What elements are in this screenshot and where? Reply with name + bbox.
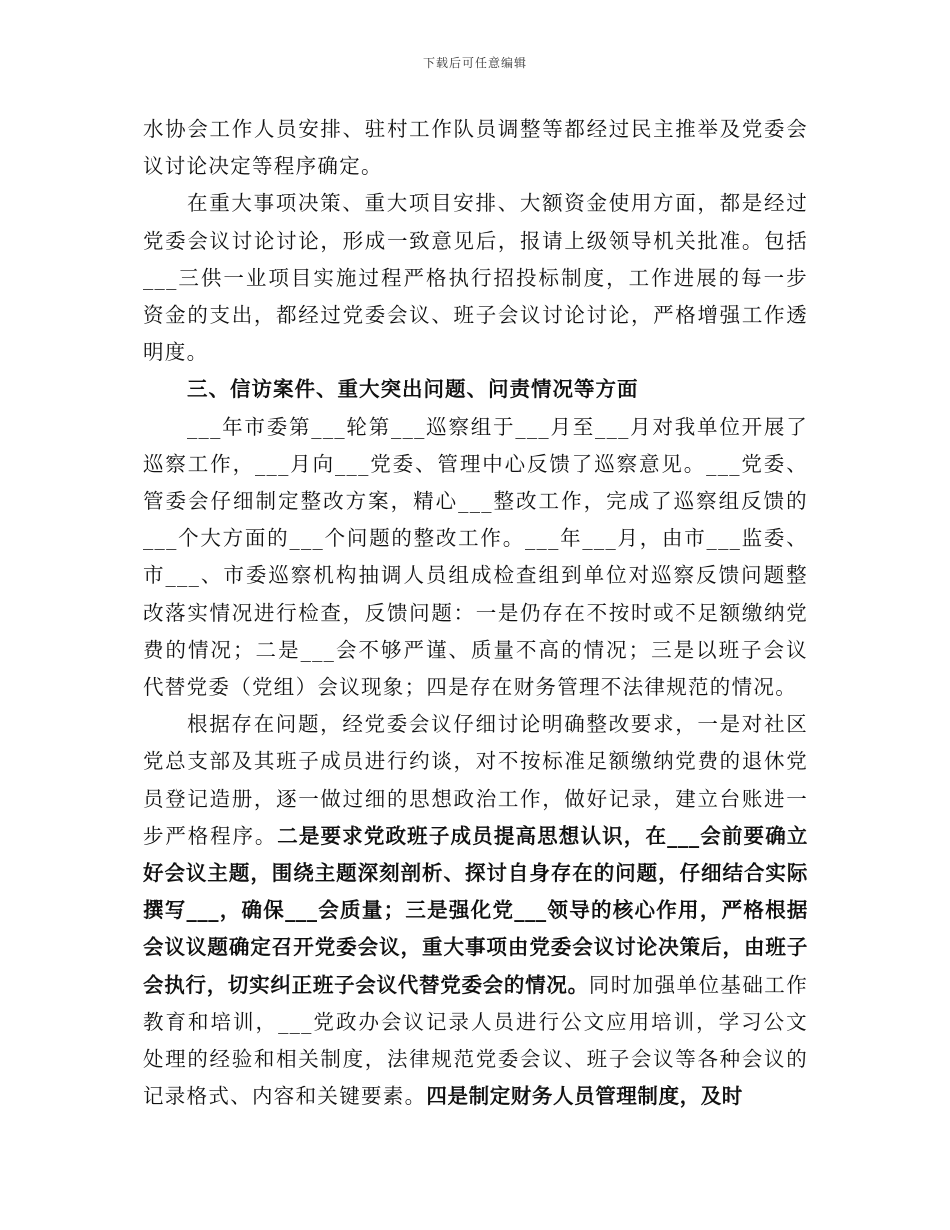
rectification-bold-part-4: 四是制定财务人员管理制度，及时: [426, 1084, 743, 1109]
paragraph-continuation: 水协会工作人员安排、驻村工作队员调整等都经过民主推举及党委会议讨论决定等程序确定。: [143, 117, 808, 179]
section-heading-3: 三、信访案件、重大突出问题、问责情况等方面: [187, 377, 639, 402]
paragraph-rectification: [143, 706, 808, 1115]
rectification-text-part-3: 同时加强单位基础工作教育和培训，___党政办会议记录人员进行公文应用培训，学习公文处理的经验和相关制度，法律规范党委会议、班子会议等各种会议的记录格式、内容和关键要素。: [143, 972, 808, 1109]
rectification-bold-part-2: 二是要求党政班子成员提高思想认识，在___会前要确立好会议主题，围绕主题深刻剖析、探讨自身存在的问题，仔细结合实际撰写___，确保___会质量；三是强化党___领导的核心作用，严格根据会议议题确定召开党委会议，重大事项由党委会议讨论决策后，由班子会执行，切实纠正班子会议代替党委会的情况。: [143, 823, 808, 997]
paragraph-decision-making: 在重大事项决策、重大项目安排、大额资金使用方面，都是经过党委会议讨论讨论，形成一致意见后，报请上级领导机关批准。包括___三供一业项目实施过程严格执行招投标制度，工作进展的每一步资金的支出，都经过党委会议、班子会议讨论讨论，严格增强工作透明度。: [143, 191, 808, 365]
page-header-note: 下载后可任意编辑: [422, 56, 527, 70]
paragraph-inspection: ___年市委第___轮第___巡察组于___月至___月对我单位开展了巡察工作，___月向___党委、管理中心反馈了巡察意见。___党委、管委会仔细制定整改方案，精心___整改工作，完成了巡察组反馈的___个大方面的___个问题的整改工作。___年___月，由市___监委、市___、市委巡察机构抽调人员组成检查组到单位对巡察反馈问题整改落实情况进行检查，反馈问题：一是仍存在不按时或不足额缴纳党费的情况；二是___会不够严谨、质量不高的情况；三是以班子会议代替党委（党组）会议现象；四是存在财务管理不法律规范的情况。: [143, 414, 808, 700]
document-body: [143, 111, 808, 1115]
rectification-text-part-1: 根据存在问题，经党委会议仔细讨论明确整改要求，一是对社区党总支部及其班子成员进行约谈，对不按标准足额缴纳党费的退休党员登记造册，逐一做过细的思想政治工作，做好记录，建立台账进一步严格程序。: [143, 712, 808, 848]
